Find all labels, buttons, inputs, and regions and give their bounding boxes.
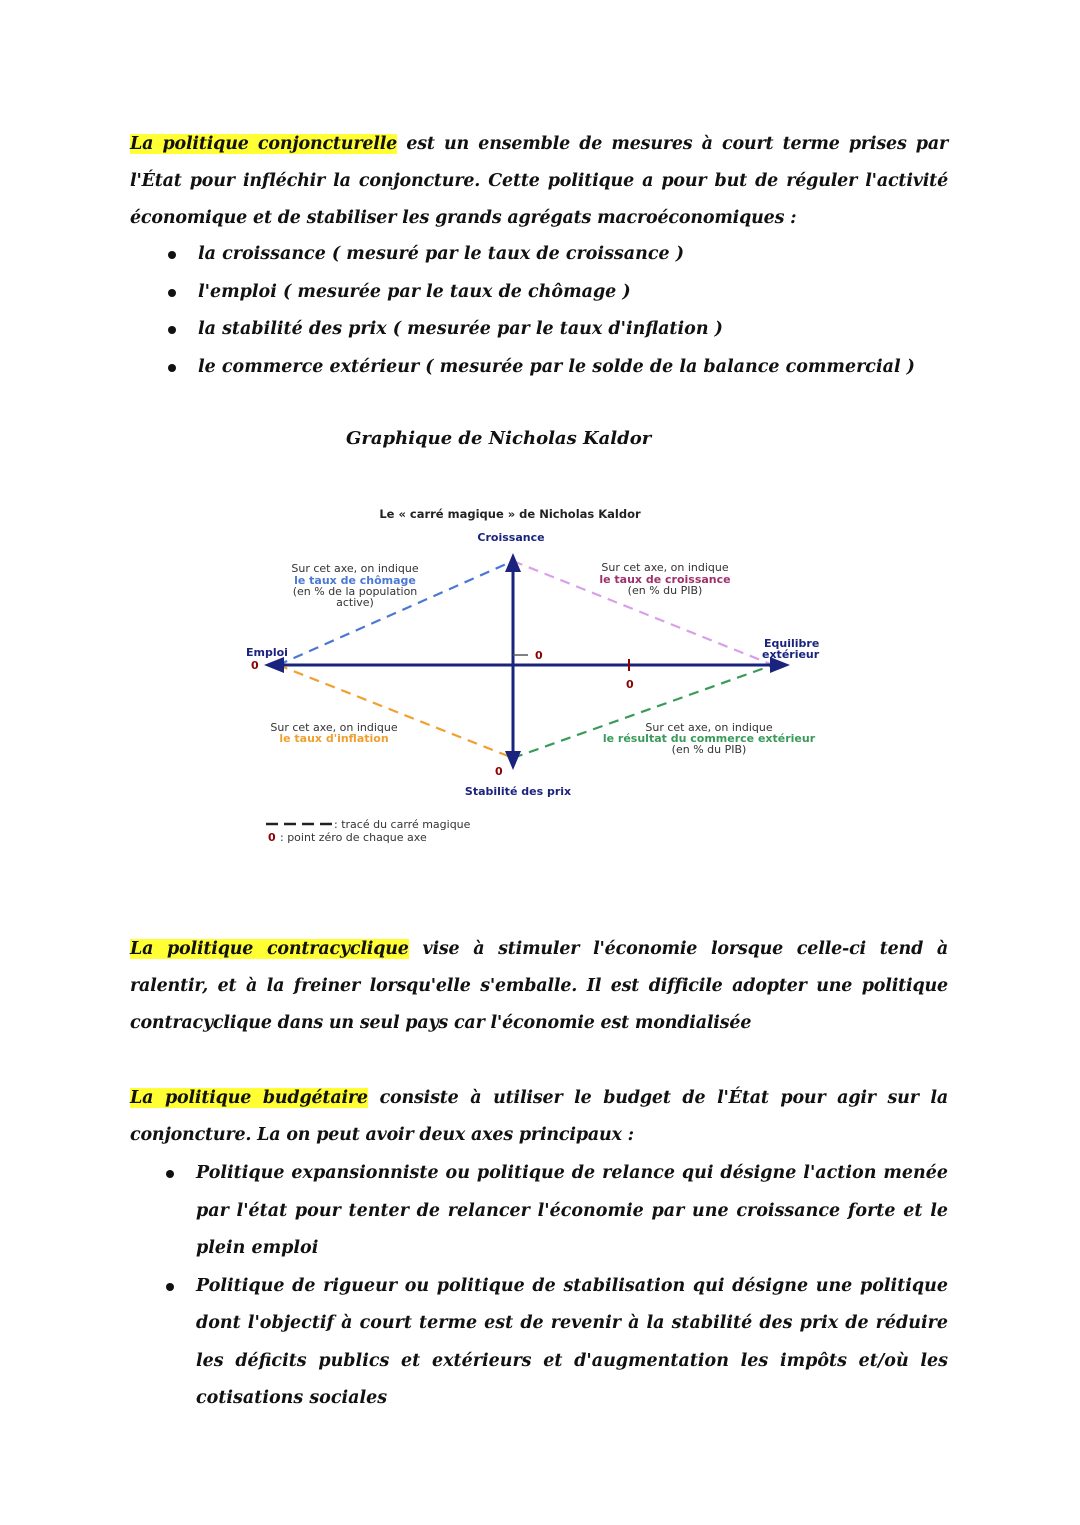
zero-label-emploi: 0 (251, 659, 259, 672)
legend-dash-label: : tracé du carré magique (334, 818, 471, 831)
zero-label-croissance: 0 (535, 649, 543, 662)
note-croissance-line3: (en % du PIB) (627, 584, 703, 597)
axis-label-stabilite: Stabilité des prix (464, 785, 572, 798)
list-item: le commerce extérieur ( mesurée par le solde de la balance commercial ) (198, 349, 938, 387)
note-exterieur-line2: le résultat du commerce extérieur (602, 732, 816, 745)
contracyclique-text: vise à stimuler l'économie lorsque celle-ci tend à ralentir, et à la freiner lorsqu'elle s'emballe. Il est difficile adopter une politique contracyclique dans un seul pays car l'économie est mondialisée (130, 939, 948, 1033)
highlight-politique-conjoncturelle: La politique conjoncturelle (130, 134, 398, 154)
budget-axes-list (196, 1155, 948, 1418)
diagram-title: Le « carré magique » de Nicholas Kaldor (379, 507, 641, 521)
note-croissance-line1: Sur cet axe, on indique (601, 561, 729, 574)
note-emploi-line1: Sur cet axe, on indique (291, 562, 419, 575)
note-croissance-line2: le taux de croissance (599, 573, 731, 586)
list-item: Politique de rigueur ou politique de stabilisation qui désigne une politique dont l'objectif à court terme est de revenir à la stabilité des prix de réduire les déficits publics et extérieurs et d'augmentation les impôts et/où les cotisations sociales (196, 1268, 948, 1418)
bullet-icon (166, 1170, 174, 1178)
zero-label-exterieur: 0 (626, 678, 634, 691)
legend-zero-label: : point zéro de chaque axe (280, 831, 427, 844)
note-exterieur-line3: (en % du PIB) (671, 743, 747, 756)
zero-label-stabilite: 0 (495, 765, 503, 778)
axis-label-croissance: Croissance (477, 531, 545, 544)
contracyclique-paragraph (130, 931, 948, 1042)
intro-text: est un ensemble de mesures à court terme prises par l'État pour infléchir la conjoncture. Cette politique a pour but de réguler l'activité économique et de stabiliser les grands agrégats macroéconomiques : (130, 134, 949, 228)
list-item: la stabilité des prix ( mesurée par le taux d'inflation ) (198, 311, 938, 349)
legend-zero-symbol: 0 (268, 831, 276, 844)
axis-label-exterieur: extérieur (762, 648, 820, 661)
list-item: l'emploi ( mesurée par le taux de chômage ) (198, 274, 938, 312)
list-item: Politique expansionniste ou politique de relance qui désigne l'action menée par l'état pour tenter de relancer l'économie par une croissance forte et le plein emploi (196, 1155, 948, 1268)
note-emploi-line4: active) (336, 596, 374, 609)
budgetaire-paragraph (130, 1080, 948, 1154)
note-inflation-line2: le taux d'inflation (279, 732, 389, 745)
highlight-politique-budgetaire: La politique budgétaire (130, 1088, 368, 1108)
list-item: la croissance ( mesuré par le taux de croissance ) (198, 236, 938, 274)
bullet-icon (166, 1283, 174, 1291)
note-inflation-line1: Sur cet axe, on indique (270, 721, 398, 734)
budgetaire-text: consiste à utiliser le budget de l'État pour agir sur la conjoncture. La on peut avoir deux axes principaux : (130, 1088, 948, 1145)
note-emploi-line3: (en % de la population (292, 585, 418, 598)
arrow-down-icon (505, 751, 521, 770)
highlight-politique-contracyclique: La politique contracyclique (130, 939, 409, 959)
chart-heading: Graphique de Nicholas Kaldor (346, 428, 652, 449)
note-exterieur-line1: Sur cet axe, on indique (645, 721, 773, 734)
axis-label-equilibre: Equilibre (764, 637, 820, 650)
note-emploi-line2: le taux de chômage (294, 574, 416, 587)
axis-label-emploi: Emploi (246, 646, 288, 659)
arrow-left-icon (264, 657, 284, 673)
